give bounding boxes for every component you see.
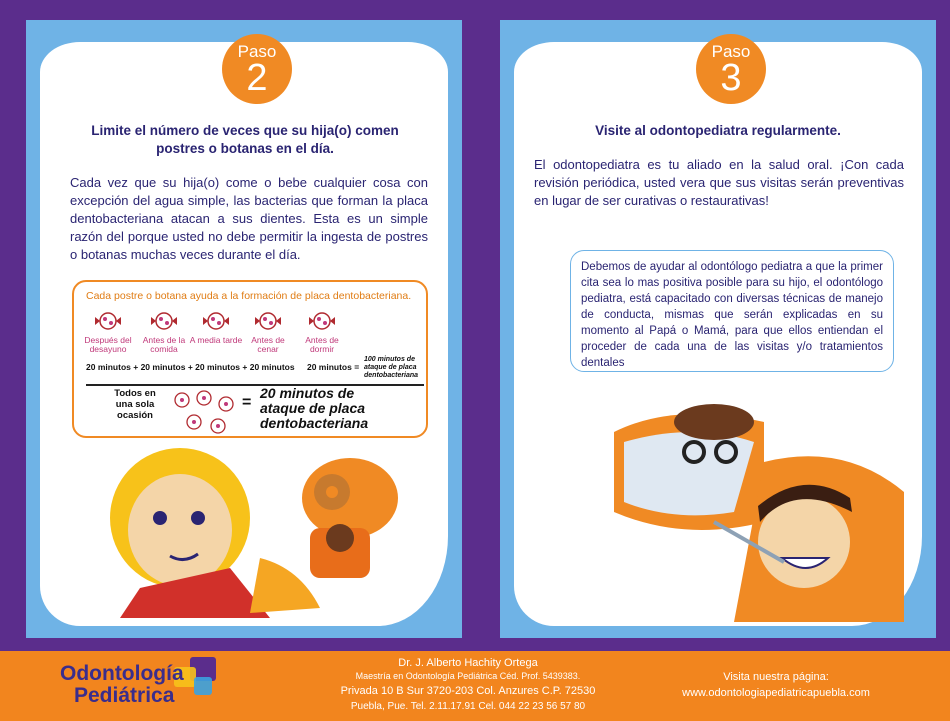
child-eating-snacks-illustration (80, 438, 400, 618)
candy-group-icon (170, 388, 240, 438)
plaque-info-box (72, 280, 428, 438)
time-label: Antes de dormir (305, 335, 339, 354)
candy-icon (150, 310, 178, 332)
step-2-body: Cada vez que su hija(o) come o bebe cualquier cosa con excepción del agua simple, las bacterias que forman la placa dentobacteriana atacan a sus dientes. Esta es un simple razón del porque usted no debe permitir la ingesta de postres o botanas muchas veces durante el día. (70, 175, 428, 262)
minutes-term: + 20 minutos (242, 362, 295, 372)
candy-icon (94, 310, 122, 332)
website-link[interactable]: www.odontologiapediatricapuebla.com (682, 687, 870, 699)
minutes-term: 20 minutos (86, 362, 131, 372)
step-2-card (40, 42, 448, 626)
minutes-row (86, 362, 359, 372)
candy-icon (202, 310, 230, 332)
minutes-term: + 20 minutos (187, 362, 241, 372)
logo-text-line2: Pediátrica (74, 684, 175, 707)
dentist-visit-illustration (614, 402, 904, 622)
todos-text: Todos en una sola ocasión (114, 388, 156, 421)
logo-text-line1: Odontología (60, 662, 184, 685)
step-2-panel (26, 20, 462, 638)
equals-sign: = (242, 394, 252, 411)
step-3-badge-word: Paso (711, 42, 751, 61)
step-3-panel (500, 20, 936, 638)
clinic-address: Privada 10 B Sur 3720-203 Col. Anzures C.P. 72530 (340, 685, 596, 697)
candy-icon (254, 310, 282, 332)
step-3-card (514, 42, 922, 626)
time-label: Después del desayuno (84, 335, 132, 354)
minutes-term: 20 minutos = (306, 362, 360, 372)
time-label: A media tarde (189, 335, 243, 345)
step-3-note-box: Debemos de ayudar al odontólogo pediatra a que la primer cita sea lo mas positiva posible para su hijo, el odontólogo pediatra, está capacitado con diversas técnicas de manejo de conducta, mismas que serán explicadas en su momento al Papá o Mamá, para que ellos entiendan el proceder de cada una de las visitas y/o tratamientos dentales (570, 250, 894, 372)
step-2-badge (222, 34, 292, 104)
doctor-credentials: Maestría en Odontología Pediátrica Céd. Prof. 5439383. (355, 671, 581, 681)
step-3-title: Visite al odontopediatra regularmente. (595, 123, 841, 138)
visit-label: Visita nuestra página: (723, 671, 829, 683)
step-2-title: Limite el número de veces que su hija(o) comen postres o botanas en el día. (91, 123, 399, 156)
minutes-term: + 20 minutos (133, 362, 186, 372)
time-label: Antes de la comida (142, 335, 186, 354)
step-3-badge-number: 3 (720, 57, 742, 99)
plaque-box-caption: Cada postre o botana ayuda a la formación de placa dentobacteriana. (86, 290, 412, 302)
result-text: 20 minutos de ataque de placa dentobacteriana (260, 385, 369, 431)
step-3-badge (696, 34, 766, 104)
candy-icon (308, 310, 336, 332)
step-2-badge-word: Paso (237, 42, 277, 61)
doctor-name: Dr. J. Alberto Hachity Ortega (398, 657, 538, 669)
sum-text: 100 minutos de ataque de placa dentobacteriana (364, 356, 419, 379)
time-label: Antes de cenar (251, 335, 285, 354)
step-2-badge-number: 2 (246, 57, 268, 99)
step-3-body: El odontopediatra es tu aliado en la salud oral. ¡Con cada revisión periódica, usted vera que sus visitas serán preventivas en lugar de ser curativas o restaurativas! (534, 157, 904, 208)
clinic-phones: Puebla, Pue. Tel. 2.11.17.91 Cel. 044 22 23 56 57 80 (350, 701, 586, 712)
footer-bar (0, 651, 950, 721)
